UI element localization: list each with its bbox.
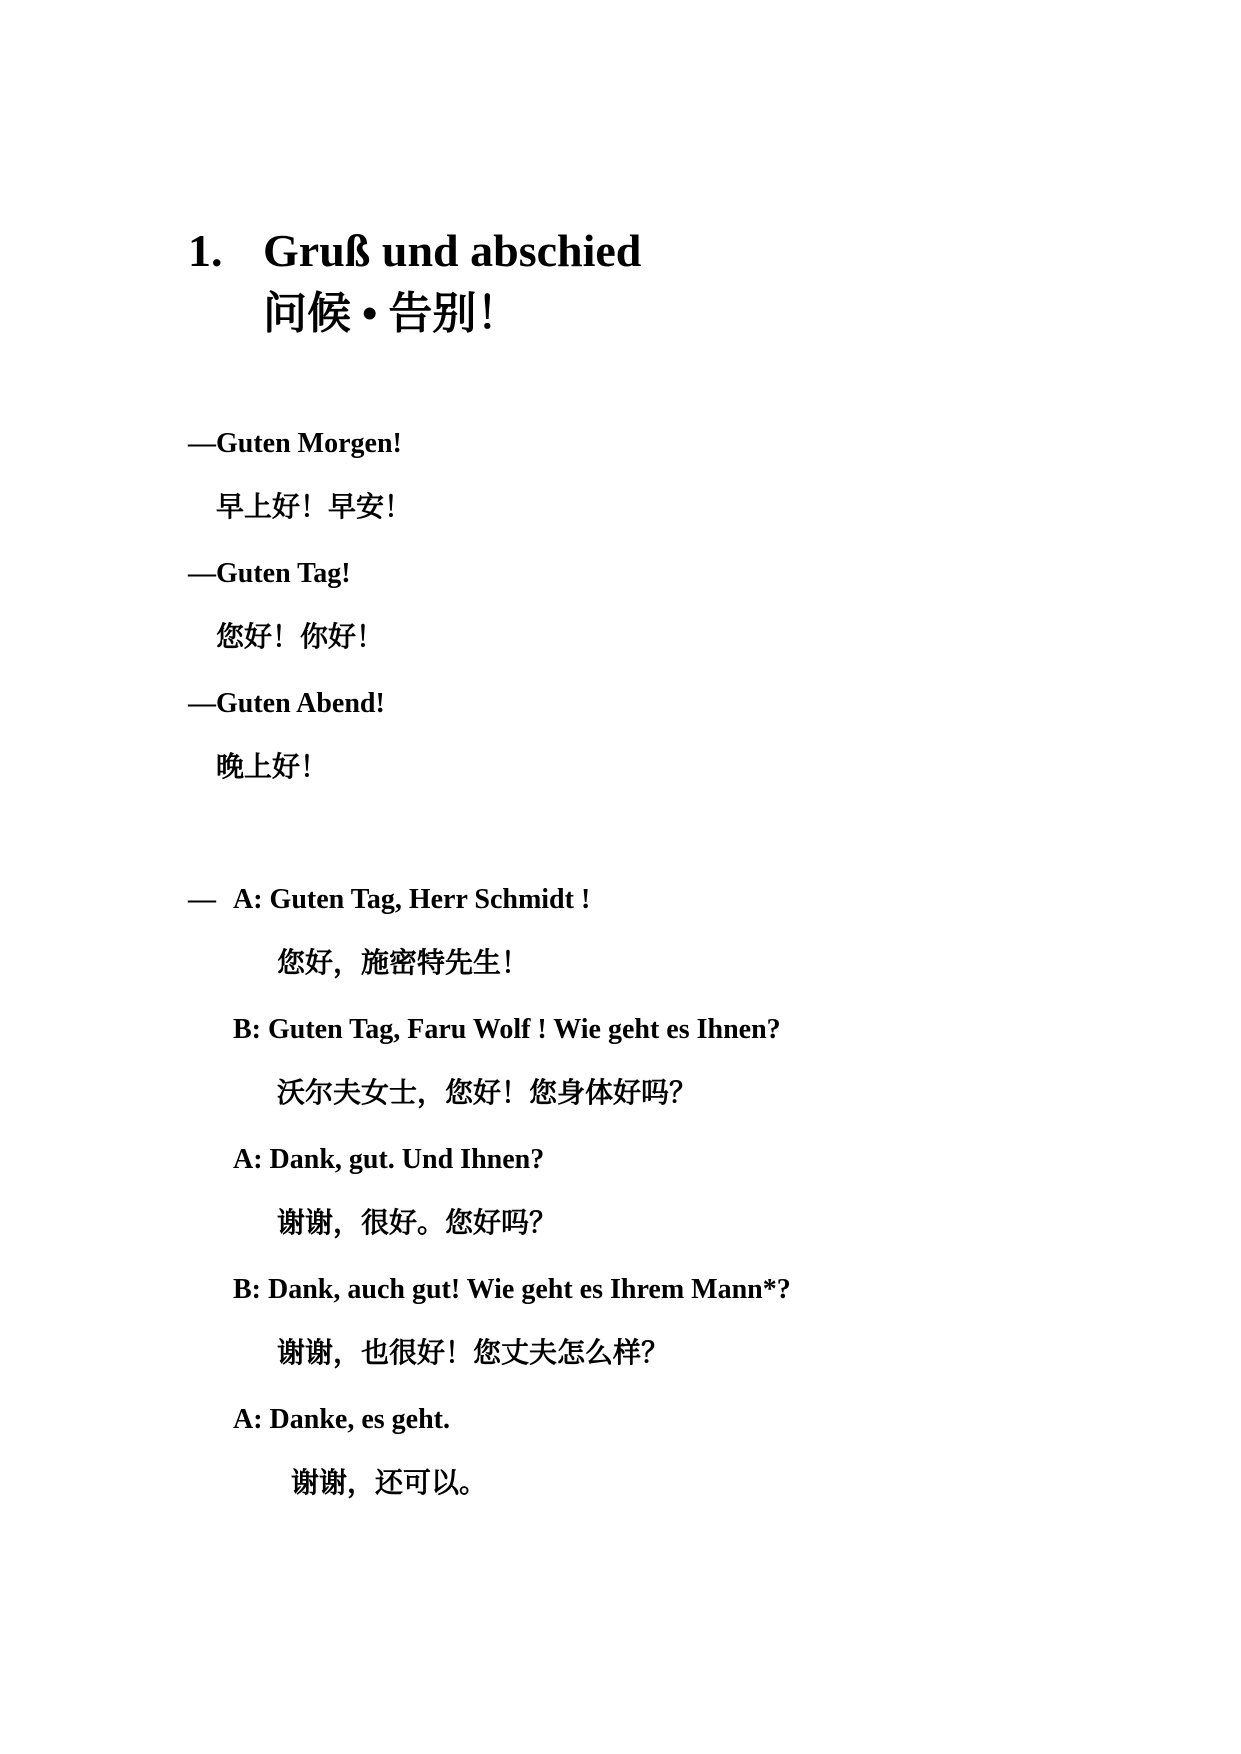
- dialog-line-german: A: Dank, gut. Und Ihnen?: [233, 1144, 545, 1175]
- dialog-line-chinese: 谢谢，也很好！您丈夫怎么样？: [277, 1338, 670, 1369]
- greeting-german: —Guten Tag!: [188, 558, 351, 589]
- dialog-line-chinese: 沃尔夫女士，您好！您身体好吗？: [277, 1078, 698, 1109]
- dialog-line-german: B: Dank, auch gut! Wie geht es Ihrem Mann*?: [233, 1274, 791, 1305]
- section-title-chinese: 问候 • 告别！: [263, 289, 521, 338]
- greeting-chinese: 早上好！早安！: [216, 492, 413, 523]
- dialog-line-german: A: Guten Tag, Herr Schmidt !: [233, 884, 591, 915]
- greeting-german: —Guten Morgen!: [188, 428, 402, 459]
- dialog-line-german: A: Danke, es geht.: [233, 1404, 450, 1435]
- dialog-line-chinese: 谢谢，还可以。: [291, 1468, 488, 1499]
- greeting-chinese: 您好！你好！: [216, 622, 385, 653]
- greeting-german: —Guten Abend!: [188, 688, 385, 719]
- dialog-line-chinese: 谢谢，很好。您好吗？: [277, 1208, 558, 1239]
- section-title-german: Gruß und abschied: [263, 225, 642, 276]
- dialog-line-chinese: 您好，施密特先生！: [277, 948, 530, 979]
- dialog-line-german: B: Guten Tag, Faru Wolf ! Wie geht es Ihnen?: [233, 1014, 781, 1045]
- greeting-chinese: 晚上好！: [216, 752, 329, 783]
- section-number: 1.: [188, 225, 223, 276]
- dialog-dash: —: [188, 884, 216, 915]
